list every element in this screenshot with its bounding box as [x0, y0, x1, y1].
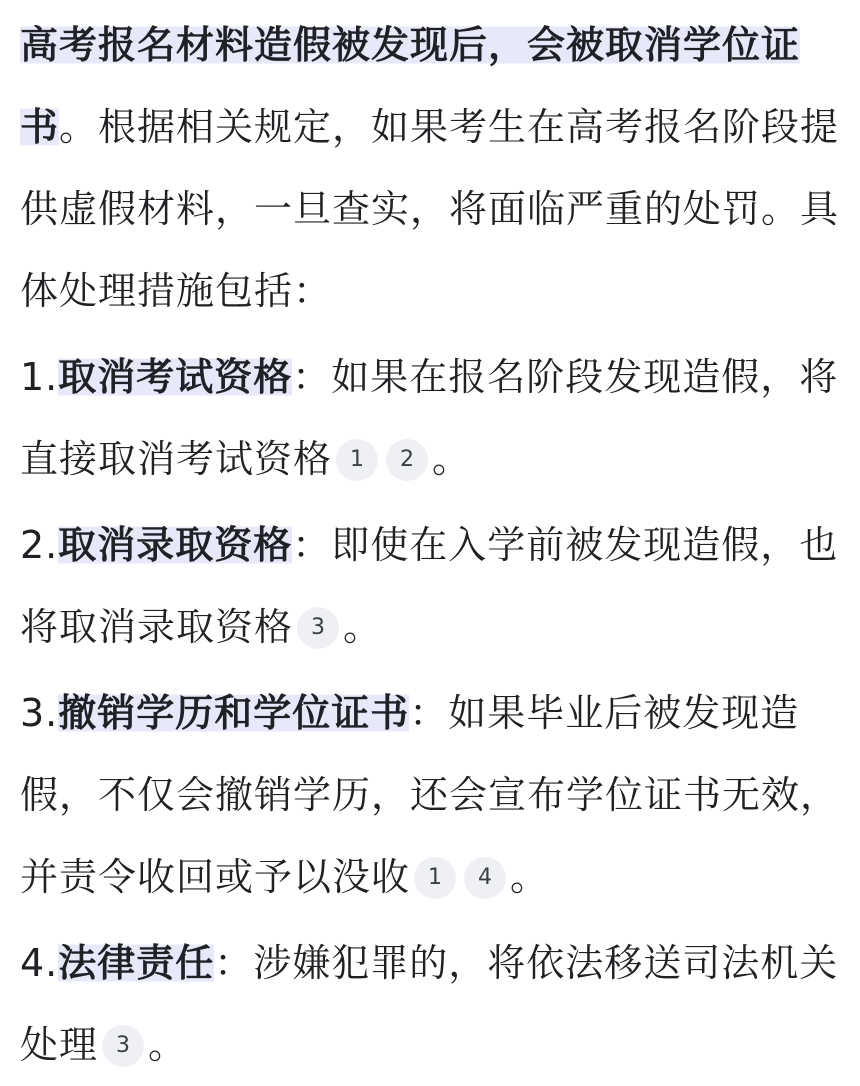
- item-number: 2.: [20, 523, 59, 567]
- citation-badge[interactable]: 1: [414, 857, 456, 899]
- item-title: 取消录取资格: [58, 523, 293, 567]
- citation-badge[interactable]: 1: [336, 439, 378, 481]
- item-colon: ：: [409, 691, 449, 735]
- item-number: 3.: [20, 691, 59, 735]
- item-end: 。: [343, 605, 383, 649]
- list-item: [20, 672, 846, 918]
- item-number: 1.: [20, 355, 59, 399]
- intro-paragraph: [20, 4, 846, 332]
- item-end: 。: [148, 1023, 188, 1067]
- citation-badge[interactable]: 3: [297, 607, 339, 649]
- citation-badge[interactable]: 4: [464, 857, 506, 899]
- intro-highlight: 高考报名材料造假被发现后，会被取消学位证书: [20, 23, 801, 149]
- citation-badge[interactable]: 2: [386, 439, 428, 481]
- item-colon: ：: [292, 523, 332, 567]
- item-text: 即使在入学前被发现造假，也将取消录取资格: [20, 523, 839, 649]
- item-colon: ：: [292, 355, 332, 399]
- item-title: 撤销学历和学位证书: [58, 691, 410, 735]
- citation-badge[interactable]: 3: [102, 1025, 144, 1067]
- item-text: 如果毕业后被发现造假，不仅会撤销学历，还会宣布学位证书无效，并责令收回或予以没收: [20, 691, 840, 899]
- list-item: [20, 922, 846, 1086]
- item-end: 。: [432, 437, 472, 481]
- item-title: 取消考试资格: [58, 355, 293, 399]
- list-item: [20, 336, 846, 500]
- item-title: 法律责任: [58, 941, 215, 985]
- item-text: 涉嫌犯罪的，将依法移送司法机关处理: [20, 941, 839, 1067]
- item-end: 。: [510, 855, 550, 899]
- item-text: 如果在报名阶段发现造假，将直接取消考试资格: [20, 355, 839, 481]
- item-colon: ：: [214, 941, 254, 985]
- list-item: [20, 504, 846, 668]
- item-number: 4.: [20, 941, 59, 985]
- intro-text: 。根据相关规定，如果考生在高考报名阶段提供虚假材料，一旦查实，将面临严重的处罚。具体处理措施包括：: [20, 105, 840, 313]
